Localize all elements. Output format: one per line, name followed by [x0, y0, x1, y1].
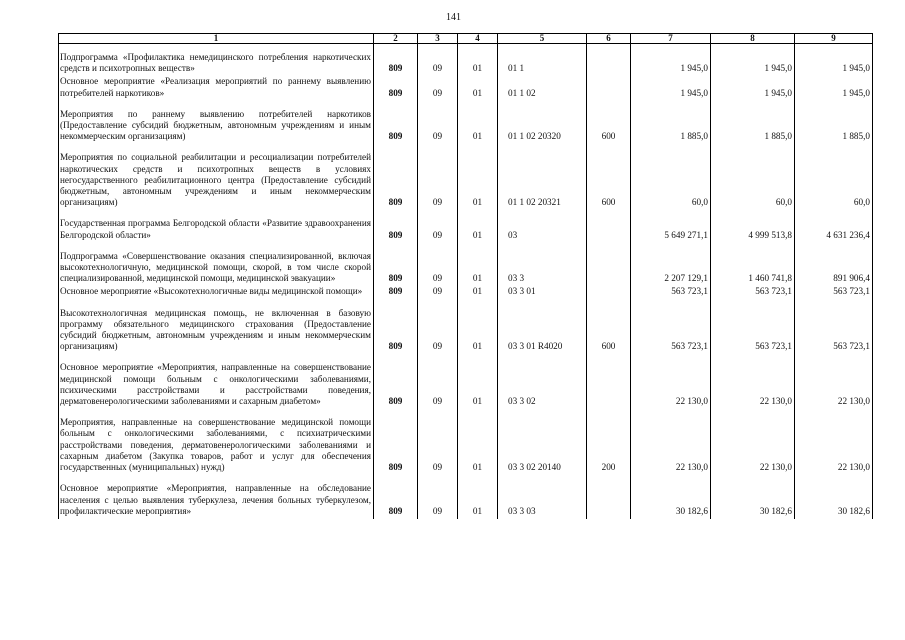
table-row: [59, 52, 873, 76]
spacer-cell: [711, 300, 795, 308]
spacer-cell: [374, 210, 418, 218]
spacer-cell: [418, 210, 458, 218]
spacer-cell: [711, 475, 795, 483]
row-code-2: 809: [374, 76, 418, 100]
spacer-cell: [458, 144, 498, 152]
row-value-9: 563 723,1: [795, 308, 873, 355]
row-code-5: 01 1: [498, 52, 587, 76]
spacer-cell: [795, 354, 873, 362]
spacer-cell: [418, 354, 458, 362]
row-code-2: 809: [374, 286, 418, 299]
row-code-2: 809: [374, 483, 418, 519]
row-code-4: 01: [458, 483, 498, 519]
table-row: [59, 152, 873, 210]
row-spacer: [59, 300, 873, 308]
row-value-8: 563 723,1: [711, 308, 795, 355]
row-value-8: 30 182,6: [711, 483, 795, 519]
spacer-cell: [795, 144, 873, 152]
row-code-4: 01: [458, 251, 498, 287]
spacer-cell: [458, 210, 498, 218]
row-value-7: 2 207 129,1: [631, 251, 711, 287]
header-col-3: 3: [418, 34, 458, 44]
row-code-5: 03 3 01 R4020: [498, 308, 587, 355]
row-code-3: 09: [418, 286, 458, 299]
spacer-cell: [374, 101, 418, 109]
row-value-8: 1 460 741,8: [711, 251, 795, 287]
spacer-cell: [711, 101, 795, 109]
row-code-6: [587, 218, 631, 242]
header-col-4: 4: [458, 34, 498, 44]
spacer-cell: [374, 144, 418, 152]
spacer-cell: [59, 243, 374, 251]
spacer-cell: [59, 144, 374, 152]
header-col-1: 1: [59, 34, 374, 44]
row-code-4: 01: [458, 286, 498, 299]
row-code-6: [587, 76, 631, 100]
spacer-cell: [498, 243, 587, 251]
row-code-3: 09: [418, 52, 458, 76]
spacer-cell: [587, 243, 631, 251]
row-code-6: [587, 251, 631, 287]
spacer-cell: [374, 354, 418, 362]
spacer-cell: [711, 144, 795, 152]
budget-table: [58, 33, 873, 519]
row-value-7: 22 130,0: [631, 417, 711, 475]
spacer-cell: [711, 354, 795, 362]
spacer-cell: [795, 300, 873, 308]
spacer-cell: [498, 300, 587, 308]
row-code-5: 03: [498, 218, 587, 242]
row-value-8: 1 945,0: [711, 76, 795, 100]
spacer-cell: [498, 101, 587, 109]
row-value-7: 30 182,6: [631, 483, 711, 519]
row-code-3: 09: [418, 483, 458, 519]
row-name: Мероприятия, направленные на совершенствование медицинской помощи больным с онкологическими заболеваниями, с психиатрическими расстройствами поведения, дерматовенерологическими заболеваниями и сахарным диабетом (Закупка товаров, работ и услуг для обеспечения государственных (муниципальных) нужд): [59, 417, 374, 475]
row-value-7: 60,0: [631, 152, 711, 210]
spacer-cell: [711, 243, 795, 251]
page-number: 141: [446, 12, 461, 23]
row-name: Мероприятия по раннему выявлению потребителей наркотиков (Предоставление субсидий бюджетным, автономным учреждениям и иным некоммерческим организациям): [59, 109, 374, 145]
spacer-cell: [374, 243, 418, 251]
spacer-cell: [458, 243, 498, 251]
row-value-9: 1 945,0: [795, 76, 873, 100]
header-col-7: 7: [631, 34, 711, 44]
spacer-cell: [374, 300, 418, 308]
table-row: [59, 218, 873, 242]
row-name: Основное мероприятие «Мероприятия, направленные на обследование населения с целью выявления туберкулеза, лечения больных туберкулезом, профилактические мероприятия»: [59, 483, 374, 519]
spacer-cell: [631, 354, 711, 362]
row-code-4: 01: [458, 417, 498, 475]
header-col-8: 8: [711, 34, 795, 44]
row-code-5: 03 3 02 20140: [498, 417, 587, 475]
spacer-cell: [587, 144, 631, 152]
table-row: [59, 76, 873, 100]
row-code-3: 09: [418, 218, 458, 242]
header-col-9: 9: [795, 34, 873, 44]
row-spacer: [59, 475, 873, 483]
spacer-cell: [418, 144, 458, 152]
table-row: [59, 483, 873, 519]
spacer-cell: [418, 475, 458, 483]
spacer-cell: [587, 300, 631, 308]
spacer-cell: [587, 475, 631, 483]
row-value-9: 4 631 236,4: [795, 218, 873, 242]
row-spacer: [59, 210, 873, 218]
row-value-9: 30 182,6: [795, 483, 873, 519]
row-code-5: 01 1 02 20321: [498, 152, 587, 210]
spacer-cell: [418, 300, 458, 308]
spacer-cell: [631, 475, 711, 483]
spacer-cell: [458, 475, 498, 483]
row-name: Подпрограмма «Профилактика немедицинского потребления наркотических средств и психотропных веществ»: [59, 52, 374, 76]
spacer-cell: [631, 101, 711, 109]
row-value-8: 4 999 513,8: [711, 218, 795, 242]
row-code-6: [587, 483, 631, 519]
spacer-cell: [458, 101, 498, 109]
spacer-cell: [795, 243, 873, 251]
row-name: Основное мероприятие «Мероприятия, направленные на совершенствование медицинской помощи больным с онкологическими заболеваниями, психическими расстройствами и расстройствами поведения, дерматовенерологическими заболеваниями и сахарным диабетом»: [59, 362, 374, 409]
row-value-7: 1 885,0: [631, 109, 711, 145]
spacer-cell: [631, 44, 711, 53]
row-name: Государственная программа Белгородской области «Развитие здравоохранения Белгородской области»: [59, 218, 374, 242]
spacer-cell: [59, 210, 374, 218]
row-name: Подпрограмма «Совершенствование оказания специализированной, включая высокотехнологичную, медицинской помощи, скорой, в том числе скорой специализированной, медицинской помощи, медицинской эвакуации»: [59, 251, 374, 287]
spacer-cell: [59, 409, 374, 417]
header-col-2: 2: [374, 34, 418, 44]
table-row: [59, 251, 873, 287]
spacer-cell: [498, 409, 587, 417]
table-header-row: [59, 34, 873, 44]
row-code-3: 09: [418, 308, 458, 355]
spacer-cell: [631, 409, 711, 417]
row-value-8: 563 723,1: [711, 286, 795, 299]
table-row: [59, 417, 873, 475]
spacer-cell: [59, 101, 374, 109]
spacer-cell: [587, 354, 631, 362]
spacer-cell: [631, 144, 711, 152]
spacer-cell: [498, 354, 587, 362]
row-code-2: 809: [374, 251, 418, 287]
table-row: [59, 286, 873, 299]
row-name: Высокотехнологичная медицинская помощь, не включенная в базовую программу обязательного медицинского страхования (Предоставление субсидий бюджетным, автономным учреждениям и иным некоммерческим организациям): [59, 308, 374, 355]
row-value-7: 563 723,1: [631, 286, 711, 299]
spacer-cell: [795, 210, 873, 218]
row-code-5: 03 3 02: [498, 362, 587, 409]
spacer-cell: [458, 409, 498, 417]
row-code-5: 03 3 01: [498, 286, 587, 299]
row-value-9: 1 945,0: [795, 52, 873, 76]
spacer-cell: [498, 210, 587, 218]
row-code-2: 809: [374, 109, 418, 145]
spacer-cell: [59, 354, 374, 362]
spacer-cell: [795, 44, 873, 53]
row-code-3: 09: [418, 152, 458, 210]
spacer-cell: [374, 409, 418, 417]
spacer-cell: [587, 210, 631, 218]
row-code-3: 09: [418, 251, 458, 287]
row-value-7: 1 945,0: [631, 76, 711, 100]
row-code-2: 809: [374, 218, 418, 242]
row-code-5: 01 1 02 20320: [498, 109, 587, 145]
row-code-4: 01: [458, 362, 498, 409]
row-spacer: [59, 144, 873, 152]
spacer-cell: [498, 44, 587, 53]
spacer-cell: [458, 300, 498, 308]
spacer-cell: [374, 475, 418, 483]
row-value-9: 563 723,1: [795, 286, 873, 299]
row-name: Основное мероприятие «Реализация мероприятий по раннему выявлению потребителей наркотиков»: [59, 76, 374, 100]
spacer-cell: [795, 475, 873, 483]
row-value-8: 1 885,0: [711, 109, 795, 145]
row-code-4: 01: [458, 52, 498, 76]
spacer-cell: [631, 300, 711, 308]
row-name: Мероприятия по социальной реабилитации и ресоциализации потребителей наркотических средств и психотропных веществ в условиях негосударственного реабилитационного центра (Предоставление субсидий бюджетным, автономным учреждениям и иным некоммерческим организациям): [59, 152, 374, 210]
row-spacer: [59, 44, 873, 53]
spacer-cell: [587, 44, 631, 53]
row-value-8: 22 130,0: [711, 417, 795, 475]
row-code-3: 09: [418, 417, 458, 475]
spacer-cell: [374, 44, 418, 53]
spacer-cell: [587, 409, 631, 417]
row-code-6: 200: [587, 417, 631, 475]
spacer-cell: [418, 101, 458, 109]
row-value-7: 563 723,1: [631, 308, 711, 355]
spacer-cell: [59, 475, 374, 483]
row-value-8: 1 945,0: [711, 52, 795, 76]
row-code-6: [587, 286, 631, 299]
row-code-4: 01: [458, 76, 498, 100]
row-code-3: 09: [418, 362, 458, 409]
row-code-2: 809: [374, 308, 418, 355]
spacer-cell: [418, 243, 458, 251]
row-value-9: 22 130,0: [795, 417, 873, 475]
table-row: [59, 362, 873, 409]
row-name: Основное мероприятие «Высокотехнологичные виды медицинской помощи»: [59, 286, 374, 299]
row-code-4: 01: [458, 109, 498, 145]
spacer-cell: [711, 409, 795, 417]
spacer-cell: [498, 144, 587, 152]
row-value-8: 60,0: [711, 152, 795, 210]
row-spacer: [59, 354, 873, 362]
row-value-8: 22 130,0: [711, 362, 795, 409]
row-value-9: 22 130,0: [795, 362, 873, 409]
table-row: [59, 308, 873, 355]
spacer-cell: [795, 101, 873, 109]
row-code-6: [587, 52, 631, 76]
row-code-4: 01: [458, 308, 498, 355]
spacer-cell: [795, 409, 873, 417]
row-code-5: 03 3 03: [498, 483, 587, 519]
spacer-cell: [418, 44, 458, 53]
row-code-5: 03 3: [498, 251, 587, 287]
row-code-6: 600: [587, 308, 631, 355]
row-value-7: 5 649 271,1: [631, 218, 711, 242]
spacer-cell: [587, 101, 631, 109]
row-code-2: 809: [374, 152, 418, 210]
row-code-2: 809: [374, 52, 418, 76]
row-code-2: 809: [374, 417, 418, 475]
row-value-9: 60,0: [795, 152, 873, 210]
spacer-cell: [458, 354, 498, 362]
spacer-cell: [631, 243, 711, 251]
row-spacer: [59, 101, 873, 109]
header-col-5: 5: [498, 34, 587, 44]
row-code-6: [587, 362, 631, 409]
row-code-3: 09: [418, 76, 458, 100]
row-code-6: 600: [587, 109, 631, 145]
header-col-6: 6: [587, 34, 631, 44]
spacer-cell: [711, 210, 795, 218]
spacer-cell: [711, 44, 795, 53]
row-code-4: 01: [458, 218, 498, 242]
spacer-cell: [418, 409, 458, 417]
row-value-7: 22 130,0: [631, 362, 711, 409]
table-row: [59, 109, 873, 145]
row-value-9: 1 885,0: [795, 109, 873, 145]
row-spacer: [59, 409, 873, 417]
row-code-2: 809: [374, 362, 418, 409]
row-value-7: 1 945,0: [631, 52, 711, 76]
spacer-cell: [59, 44, 374, 53]
row-code-3: 09: [418, 109, 458, 145]
row-spacer: [59, 243, 873, 251]
spacer-cell: [59, 300, 374, 308]
row-value-9: 891 906,4: [795, 251, 873, 287]
row-code-6: 600: [587, 152, 631, 210]
spacer-cell: [458, 44, 498, 53]
spacer-cell: [498, 475, 587, 483]
spacer-cell: [631, 210, 711, 218]
row-code-4: 01: [458, 152, 498, 210]
budget-table-container: [58, 33, 872, 519]
row-code-5: 01 1 02: [498, 76, 587, 100]
